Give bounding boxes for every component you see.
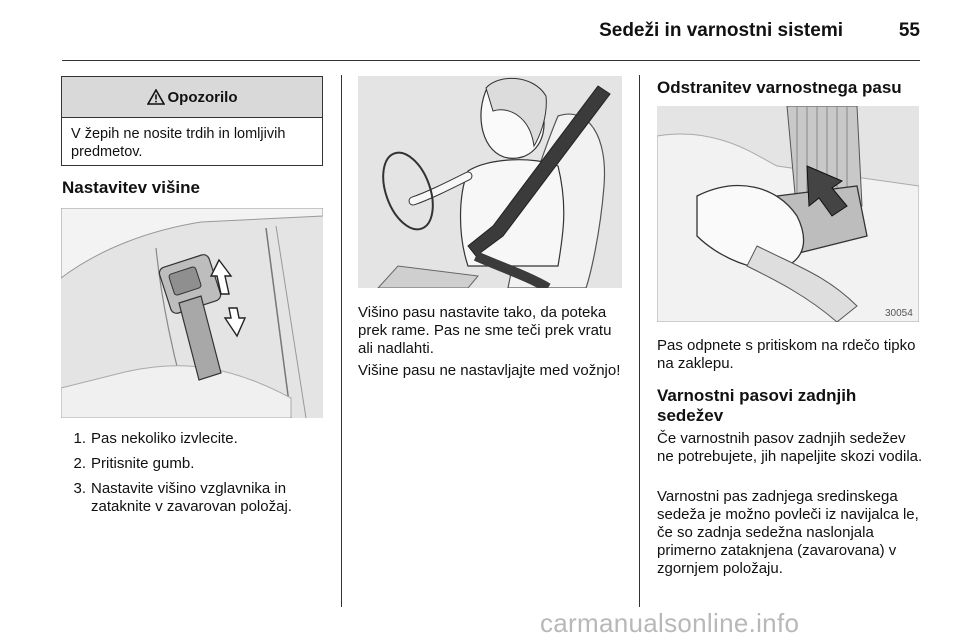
buckle-release-illustration — [657, 106, 919, 322]
rear-belts-heading: Varnostni pasovi zadnjih sedežev — [657, 386, 857, 425]
buckle-release-figure — [657, 106, 919, 322]
page-number: 55 — [898, 20, 920, 41]
warning-header — [62, 77, 322, 118]
column-divider-right — [639, 75, 640, 607]
header-rule — [62, 60, 920, 61]
warning-icon — [147, 89, 165, 105]
list-item — [64, 430, 334, 448]
step-number: 1. — [73, 430, 86, 447]
column-divider-left — [341, 75, 342, 607]
driver-belt-figure — [358, 76, 622, 288]
step-text: Pas nekoliko izvlecite. — [91, 430, 238, 447]
figure-code: 30054 — [885, 308, 913, 319]
removal-heading: Odstranitev varnostnega pasu — [657, 78, 902, 97]
list-item — [64, 480, 334, 516]
driver-belt-illustration — [358, 76, 622, 288]
belt-position-text: Višino pasu nastavite tako, da poteka prek rame. Pas ne sme teči prek vratu ali nadlahti. — [358, 304, 612, 357]
step-number: 3. — [73, 480, 86, 497]
step-text: Pritisnite gumb. — [91, 455, 195, 472]
warning-box — [61, 76, 323, 166]
belt-driving-note: Višine pasu ne nastavljajte med vožnjo! — [358, 362, 621, 379]
warning-text: V žepih ne nosite trdih in lomljivih predmetov. — [71, 126, 286, 160]
step-number: 2. — [73, 455, 86, 472]
watermark: carmanualsonline.info — [540, 608, 800, 638]
height-adjust-heading: Nastavitev višine — [62, 178, 200, 197]
height-adjust-steps — [64, 430, 334, 523]
removal-text: Pas odpnete s pritiskom na rdečo tipko na zaklepu. — [657, 337, 916, 372]
belt-height-figure — [61, 208, 323, 418]
belt-height-illustration — [61, 208, 323, 418]
rear-belts-text: Če varnostnih pasov zadnjih sedežev ne potrebujete, jih napeljite skozi vodila. — [657, 430, 923, 465]
page-header-title: Sedeži in varnostni sistemi — [599, 20, 843, 41]
step-text: Nastavite višino vzglavnika in zataknite v zavarovan položaj. — [91, 480, 292, 515]
list-item — [64, 455, 334, 473]
rear-center-belt-text: Varnostni pas zadnjega sredinskega sedeža je možno povleči iz navijalca le, če so zadnja sedežna naslonjala primerno zataknjena (zavarovana) v zgornjem položaju. — [657, 488, 919, 577]
warning-title: Opozorilo — [167, 88, 238, 106]
